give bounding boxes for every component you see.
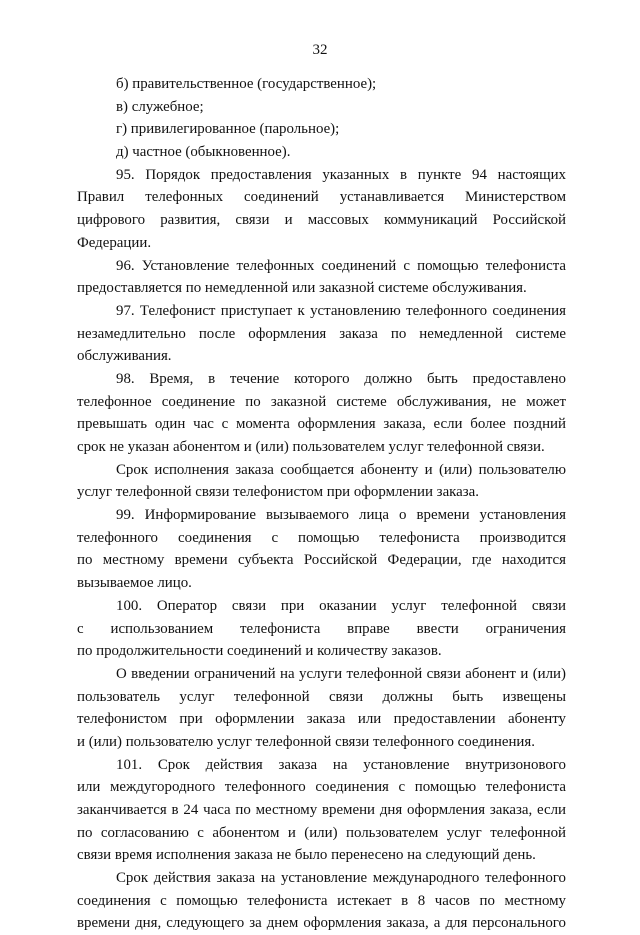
text-line: заканчивается в 24 часа по местному времени дня оформления заказа, если xyxy=(77,802,566,818)
text-line: соединения с помощью телефониста истекает в 8 часов по местному xyxy=(77,892,566,909)
text-line: телефонного соединения с помощью телефониста производится xyxy=(77,529,566,546)
text-line: 96. Установление телефонных соединений с помощью телефониста xyxy=(116,257,566,274)
text-line: 98. Время, в течение которого должно быть предоставлено xyxy=(116,370,566,387)
text-line: г) привилегированное (парольное); xyxy=(116,121,340,138)
text-line: 97. Телефонист приступает к установлению телефонного соединения xyxy=(116,302,566,319)
text-line: 100. Оператор связи при оказании услуг телефонной связи xyxy=(116,597,566,614)
document-body xyxy=(77,73,566,935)
text-line: по местному времени субъекта Российской Федерации, где находится xyxy=(77,552,566,569)
text-line: обслуживания. xyxy=(77,348,172,365)
text-line: пользователь услуг телефонной связи должны быть извещены xyxy=(77,688,566,705)
text-line: вызываемое лицо. xyxy=(77,575,192,592)
text-line: б) правительственное (государственное); xyxy=(116,76,377,92)
page-number: 32 xyxy=(312,42,328,58)
text-line: превышать один час с момента оформления заказа, если более поздний xyxy=(77,416,566,433)
text-line: цифрового развития, связи и массовых коммуникаций Российской xyxy=(77,212,566,229)
text-line: срок не указан абонентом и (или) пользователем услуг телефонной связи. xyxy=(77,439,545,455)
text-line: незамедлительно после оформления заказа по немедленной системе xyxy=(77,325,566,342)
text-line: Правил телефонных соединений устанавливается Министерством xyxy=(77,189,566,206)
text-line: предоставляется по немедленной или заказной системе обслуживания. xyxy=(77,280,527,297)
text-line: Срок исполнения заказа сообщается абоненту и (или) пользователю xyxy=(116,461,566,478)
text-line: телефонистом при оформлении заказа или предоставлении абоненту xyxy=(77,711,566,728)
text-line: телефонное соединение по заказной системе обслуживания, не может xyxy=(77,393,566,410)
text-line: д) частное (обыкновенное). xyxy=(116,144,291,161)
text-line: или междугородного телефонного соединения с помощью телефониста xyxy=(77,779,566,796)
text-line: 95. Порядок предоставления указанных в пункте 94 настоящих xyxy=(116,166,566,183)
text-line: Федерации. xyxy=(77,234,152,251)
text-line: 99. Информирование вызываемого лица о времени установления xyxy=(116,507,566,524)
text-line: по согласованию с абонентом и (или) пользователем услуг телефонной xyxy=(77,824,566,841)
text-line: по продолжительности соединений и количеству заказов. xyxy=(77,643,442,660)
text-line: с использованием телефониста вправе ввести ограничения xyxy=(77,620,566,637)
text-line: Срок действия заказа на установление международного телефонного xyxy=(116,870,566,887)
text-line: связи время исполнения заказа не было перенесено на следующий день. xyxy=(77,847,536,864)
text-line: услуг телефонной связи телефонистом при оформлении заказа. xyxy=(77,484,480,501)
text-line: в) служебное; xyxy=(116,98,204,115)
text-line: и (или) пользователю услуг телефонной связи телефонного соединения. xyxy=(77,733,535,750)
text-line: времени дня, следующего за днем оформления заказа, а для персонального xyxy=(77,915,566,932)
text-line: 101. Срок действия заказа на установление внутризонового xyxy=(116,756,566,773)
text-line: О введении ограничений на услуги телефонной связи абонент и (или) xyxy=(116,665,566,682)
